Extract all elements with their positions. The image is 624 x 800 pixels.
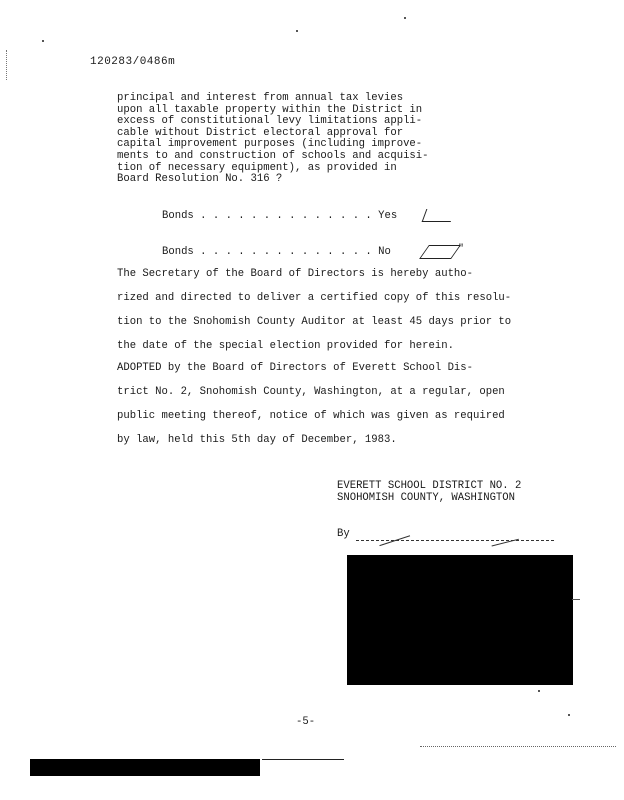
text-line: capital improvement purposes (including improve- [117,138,423,151]
document-id: 120283/0486m [90,56,176,68]
ballot-yes-line: Bonds . . . . . . . . . . . . . . Yes [162,210,398,222]
scan-speck [568,714,570,716]
secretary-paragraph [117,262,537,358]
text-line: tion to the Snohomish County Auditor at least 45 days prior to [117,316,512,328]
redaction-box [347,555,573,685]
county-name: SNOHOMISH COUNTY, WASHINGTON [337,492,516,504]
by-label: By [337,528,350,540]
text-line: The Secretary of the Board of Directors is hereby autho- [117,268,474,280]
ballot-no-line: Bonds . . . . . . . . . . . . . . No [162,246,391,258]
scan-speck [538,690,540,692]
text-line: Board Resolution No. 316 ? [117,173,283,186]
ballot-no-box [419,245,461,259]
text-line: principal and interest from annual tax levies [117,92,404,104]
margin-tick [572,599,580,600]
resolution-question-paragraph [117,93,477,186]
signature-stroke [379,535,412,553]
district-name: EVERETT SCHOOL DISTRICT NO. 2 [337,480,522,492]
text-line: public meeting thereof, notice of which was given as required [117,410,505,422]
text-line: cable without District electoral approval for [117,126,404,139]
adopted-paragraph [117,356,537,452]
text-line: by law, held this 5th day of December, 1983. [117,434,397,446]
scan-speck [296,30,298,32]
scan-speck [404,17,406,19]
text-line: excess of constitutional levy limitations appli- [117,115,423,128]
ballot-yes-box [422,209,456,222]
text-line: ADOPTED by the Board of Directors of Everett School Dis- [117,362,474,374]
text-line: rized and directed to deliver a certified copy of this resolu- [117,292,512,304]
text-line: ments to and construction of schools and acquisi- [117,149,429,162]
footer-dots [420,746,616,747]
signature-block [337,480,521,504]
text-line: tion of necessary equipment), as provided in [117,161,397,174]
footer-rule [262,759,344,760]
text-line: trict No. 2, Snohomish County, Washington, at a regular, open [117,386,505,398]
quote-mark: " [458,244,465,255]
text-line: upon all taxable property within the District in [117,103,423,116]
margin-mark [6,50,10,80]
text-line: the date of the special election provided for herein. [117,340,454,352]
signature-line [356,540,554,541]
page-number: -5- [296,716,316,728]
redaction-bar [30,759,260,776]
scan-speck [42,40,44,42]
